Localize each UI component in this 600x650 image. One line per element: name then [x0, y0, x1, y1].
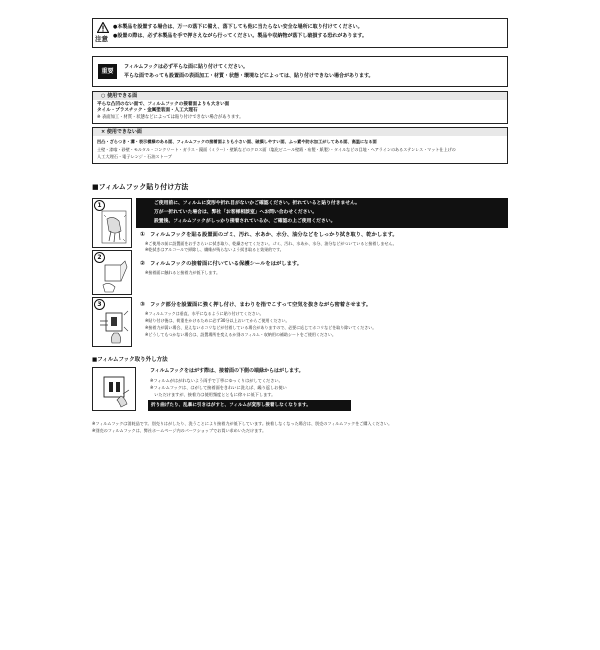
- unusable-line-1: 凹凸・ざらつき・溝・表示模様のある面、フィルムフックの接着面よりも小さい面、破損しやすい面、ふっ素や防水加工がしてある面、高温になる面: [97, 139, 377, 144]
- howto-intro-box: [136, 198, 508, 228]
- important-line-2: 平らな面であっても設置面の表面加工・材質・状態・環境などによっては、貼り付けできない場合があります。: [124, 73, 374, 79]
- howto-intro-line-1: ご使用前に、フィルムに変形や折れ目がないかご確認ください。折れていると貼り付きません。: [154, 201, 360, 206]
- usable-surfaces-box: [92, 91, 508, 124]
- step-2-badge: 2: [94, 252, 105, 263]
- warning-triangle-icon: [97, 22, 109, 33]
- step-3-badge: 3: [94, 299, 105, 310]
- removal-note-3: いただけますが、接着力は使用頻度とともに徐々に低下します。: [150, 392, 276, 397]
- step-1-title: フィルムフックを貼る設置面のゴミ、汚れ、水あか、水分、油分などをしっかり拭き取り、乾かします。: [150, 232, 398, 238]
- step-1-number: ①: [140, 231, 146, 238]
- step-1-note-1: ※ご使用の前に設置面をお手さらいに拭き取り、乾燥させてください。ゴミ、汚れ、水あか、水分、油分などがついていると接着しません。: [145, 241, 397, 246]
- step-3-note-4: ※どうしてもつかない場合は、設置場所を変えるか別のフィルム・収納用の補助シートをご使用ください。: [145, 332, 336, 337]
- step-3-note-3: ※接着力が弱い場合、見えないホコリなどが付着している場合がありますので、必要に応じてホコリなどを取り除いてください。: [145, 325, 377, 330]
- howto-heading: ■フィルムフック貼り付け方法: [92, 183, 189, 191]
- removal-warning-box: [148, 400, 351, 411]
- unusable-title-bar: [93, 128, 507, 136]
- press-hook-icon: [98, 307, 130, 345]
- important-label: 重要: [98, 64, 117, 79]
- footer-note-1: ※フィルムフックは消耗品です。別売りはがしたり、洗うことにより接着力が低下しています。接着しなくなった場合は、別売のフィルムフックをご購入ください。: [92, 421, 393, 426]
- removal-warning: 折り曲げたり、乱暴に引きはがすと、フィルムが変形し接着しなくなります。: [151, 403, 311, 408]
- caution-line-2: ●設置の際は、必ず本製品を手で押さえながら行ってください。製品や収納物が落下し破損する恐れがあります。: [113, 33, 367, 39]
- unusable-title: × 使用できない面: [101, 129, 142, 135]
- step-3-illustration: [92, 297, 132, 347]
- wiping-cloth-icon: [99, 209, 129, 245]
- step-3-number: ③: [140, 301, 146, 308]
- removal-heading: ■フィルムフック取り外し方法: [92, 357, 168, 363]
- step-1-note-2: ※乾拭きはアルコールで掃除し、繊維が残らないよう拭き取ると効果的です。: [145, 247, 284, 252]
- usable-line-1: 平らな凸凹のない面で、フィルムフックの接着面よりも大きい面: [97, 102, 230, 107]
- step-2-title: フィルムフックの接着面に付いている保護シールをはがします。: [150, 261, 303, 267]
- step-1-illustration: [92, 198, 132, 248]
- usable-note: ※ 表面加工・材質・状態などによっては貼り付けできない場合があります。: [97, 115, 244, 120]
- step-3-note-1: ※フィルムフックは垂直、水平になるように貼り付けてください。: [145, 311, 264, 316]
- usable-title: ○ 使用できる面: [101, 93, 138, 99]
- peel-hook-icon: [97, 372, 133, 408]
- unusable-line-3: 人工大理石・電子レンジ・石油ストーブ: [97, 154, 172, 159]
- step-2-number: ②: [140, 260, 146, 267]
- important-box: [92, 56, 508, 87]
- unusable-line-2: 土壁・漆喰・砂壁・モルタル・コンクリート・ガラス・鏡面（ミラー）・壁紙などのクロス面（塩化ビニール壁紙・布製・紙製）・タイルなどの目地・ヘアラインのあるステンレス・マット仕上げの: [97, 147, 456, 152]
- unusable-surfaces-box: [92, 127, 508, 164]
- caution-line-1: ●本製品を設置する場合は、万一の落下に備え、落下しても他に当たらない安全な場所に取り付けてください。: [113, 24, 363, 30]
- removal-note-2: ※フィルムフックは、はがして接着面をきれいに洗えば、繰り返しお使い: [150, 385, 287, 390]
- removal-illustration: [92, 367, 136, 411]
- usable-line-2: タイル・プラスチック・金属塗装面・人工大理石: [97, 108, 198, 113]
- important-line-1: フィルムフックは必ず平らな面に貼り付けてください。: [124, 64, 249, 70]
- removal-note-1: ※フィルムがはがれないよう両手で丁寧にゆっくりはがしてください。: [150, 378, 283, 383]
- howto-intro-line-2: 万が一折れていた場合は、弊社「お客様相談室」へお問い合わせください。: [154, 210, 318, 215]
- usable-title-bar: [93, 92, 507, 100]
- step-3-note-2: ※貼り付け後は、荷重をかけるために必ず30分以上おいてからご使用ください。: [145, 318, 290, 323]
- step-3-title: フック部分を設置面に強く押し付け、まわりを指でこすって空気を抜きながら密着させます。: [150, 302, 372, 308]
- howto-intro-line-3: 設置後、フィルムフックがしっかり接着されているか、ご確認の上ご使用ください。: [154, 219, 336, 224]
- step-2-note-1: ※接着面に触れると接着力が低下します。: [145, 270, 221, 275]
- step-1-badge: 1: [94, 200, 105, 211]
- footer-note-2: ※別売のフィルムフックは、弊社ホームページ内のパーツショップでお買い求めいただけます。: [92, 428, 267, 433]
- caution-box: [92, 18, 508, 48]
- caution-label: 注意: [95, 35, 108, 43]
- step-2-illustration: [92, 250, 132, 295]
- removal-title: フィルムフックをはがす際は、接着面の下側の端緑からはがします。: [150, 368, 304, 374]
- peel-seal-icon: [99, 259, 129, 293]
